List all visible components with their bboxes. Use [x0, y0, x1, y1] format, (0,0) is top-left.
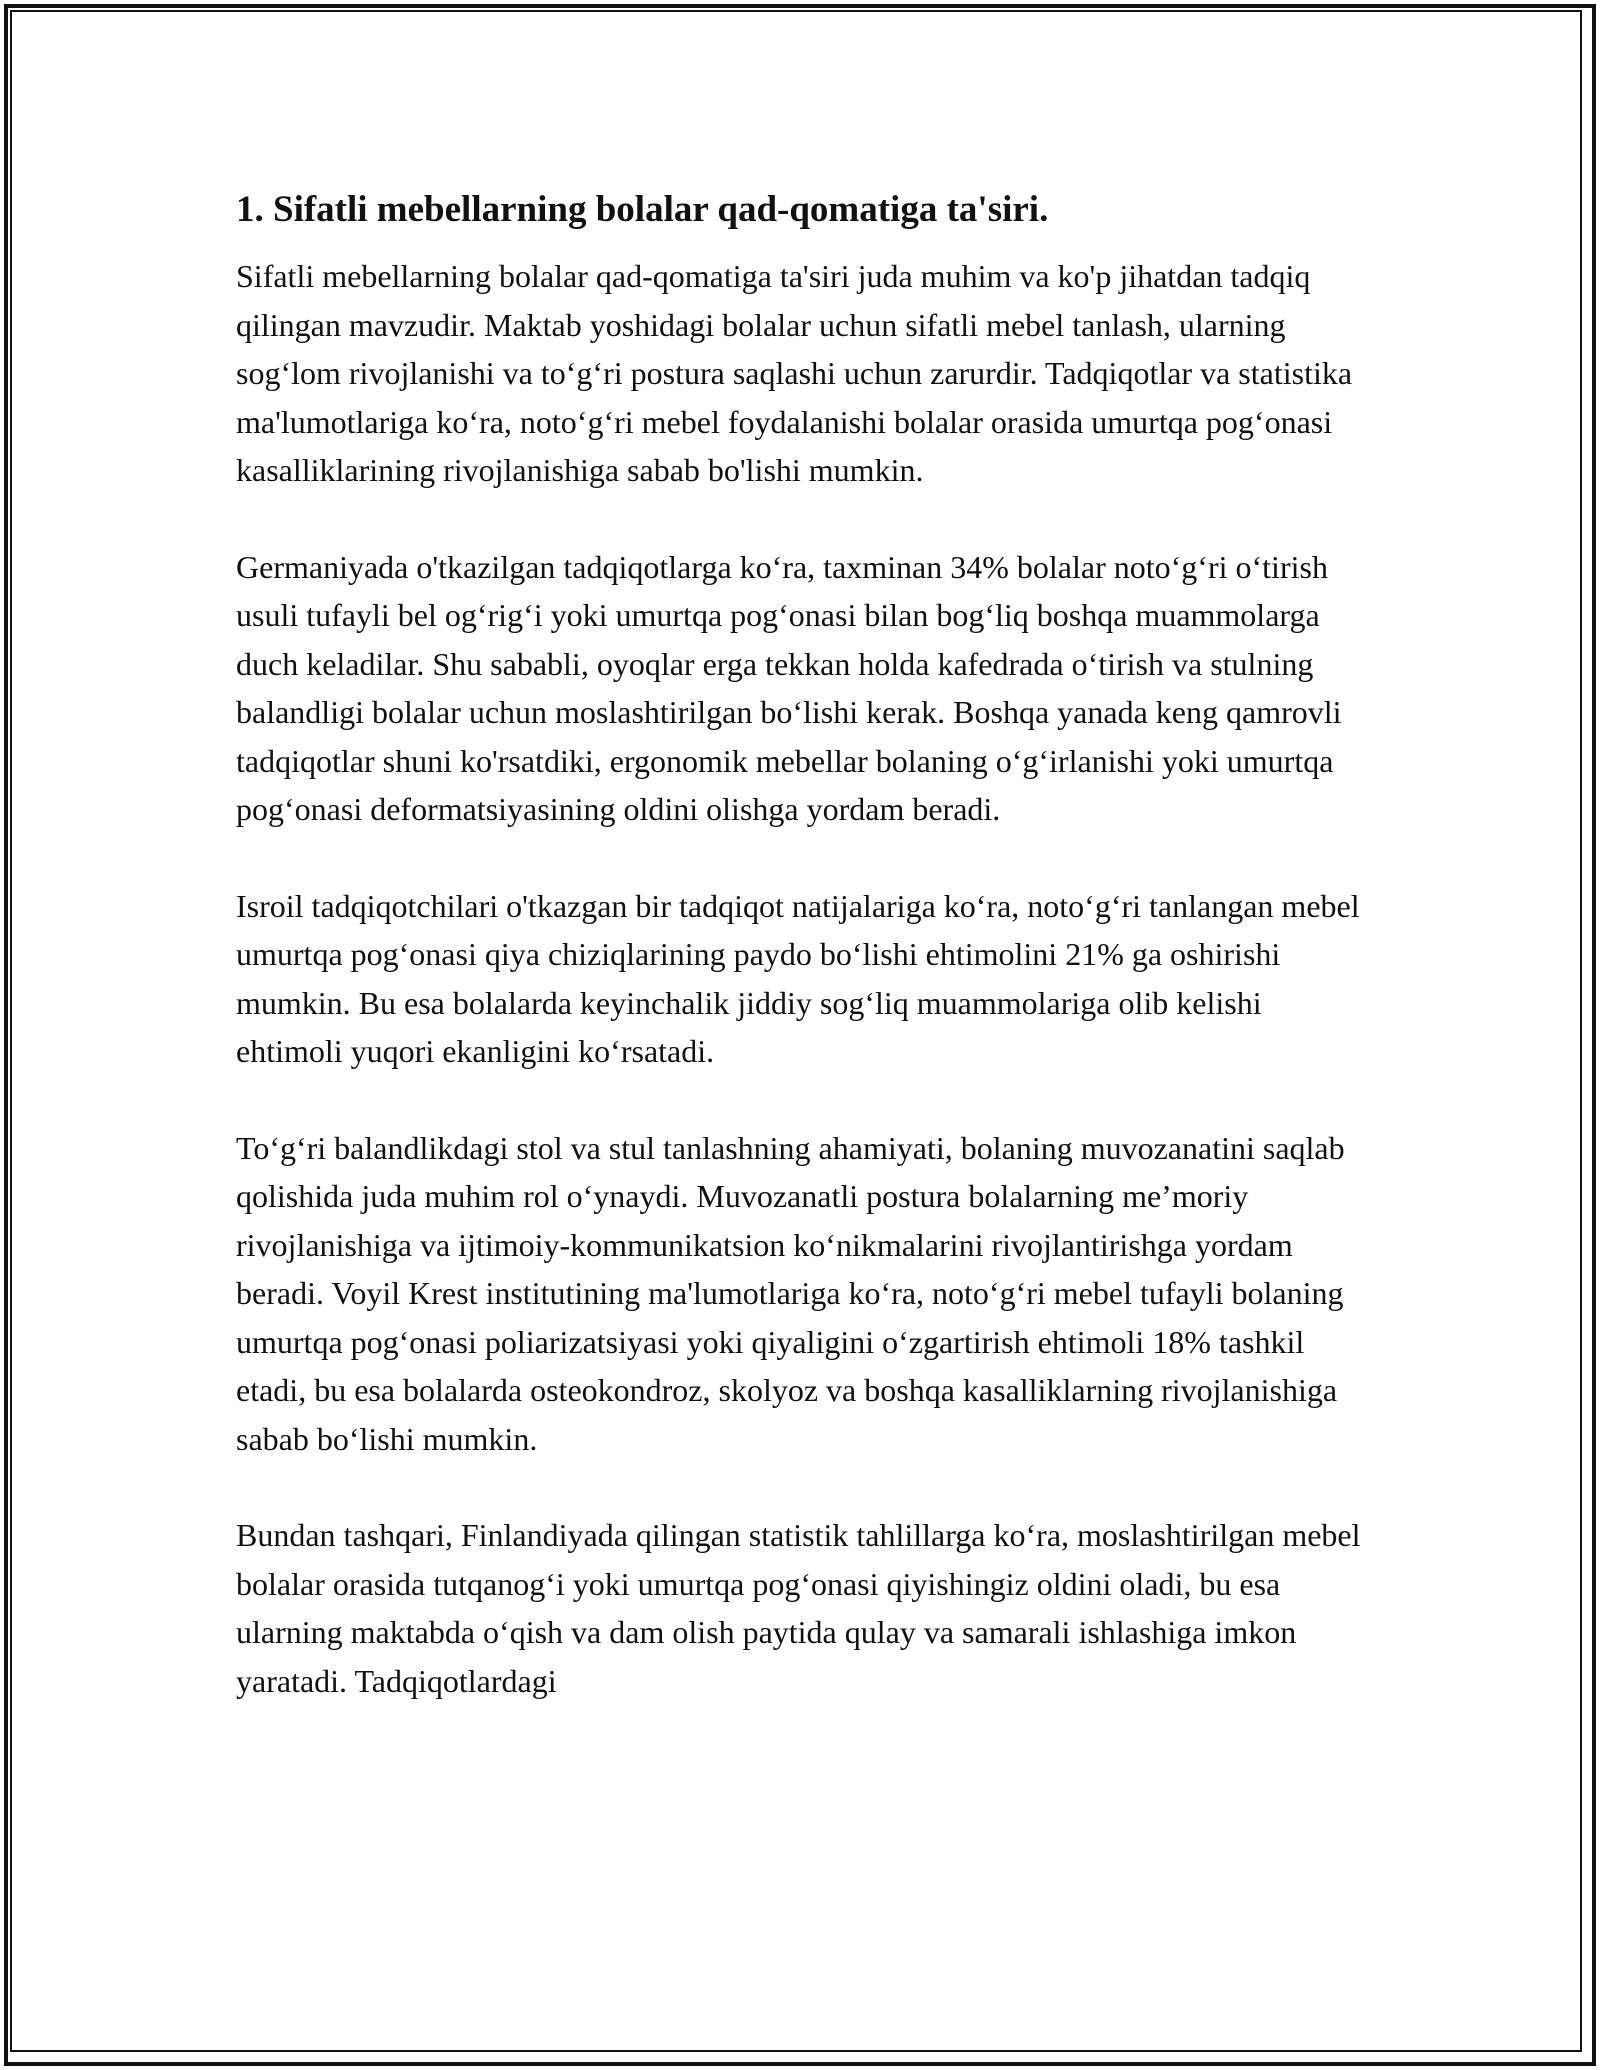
paragraph-1: Sifatli mebellarning bolalar qad-qomatiga ta'siri juda muhim va ko'p jihatdan tadqiq qilingan mavzudir. Maktab yoshidagi bolalar uchun sifatli mebel tanlash, ularning sog‘lom rivojlanishi va to‘g‘ri postura saqlashi uchun zarurdir. Tadqiqotlar va statistika ma'lumotlariga ko‘ra, noto‘g‘ri mebel foydalanishi bolalar orasida umurtqa pog‘onasi kasalliklarining rivojlanishiga sabab bo'lishi mumkin. — [236, 258, 1353, 488]
paragraph-5: Bundan tashqari, Finlandiyada qilingan statistik tahlillarga ko‘ra, moslashtirilgan mebel bolalar orasida tutqanog‘i yoki umurtqa pog‘onasi qiyishingiz oldini oladi, bu esa ularning maktabda o‘qish va dam olish paytida qulay va samarali ishlashiga imkon yaratadi. Tadqiqotlardagi — [236, 1517, 1361, 1699]
document-body — [236, 186, 1376, 1753]
paragraph-4: To‘g‘ri balandlikdagi stol va stul tanlashning ahamiyati, bolaning muvozanatini saqlab qolishida juda muhim rol o‘ynaydi. Muvozanatli postura bolalarning me’moriy rivojlanishiga va ijtimoiy-kommunikatsion ko‘nikmalarini rivojlantirishga yordam beradi. Voyil Krest institutining ma'lumotlariga ko‘ra, noto‘g‘ri mebel tufayli bolaning umurtqa pog‘onasi poliarizatsiyasi yoki qiyaligini o‘zgartirish ehtimoli 18% tashkil etadi, bu esa bolalarda osteokondroz, skolyoz va boshqa kasalliklarning rivojlanishiga sabab bo‘lishi mumkin. — [236, 1129, 1345, 1457]
paragraph-3: Isroil tadqiqotchilari o'tkazgan bir tadqiqot natijalariga ko‘ra, noto‘g‘ri tanlangan mebel umurtqa pog‘onasi qiya chiziqlarining paydo bo‘lishi ehtimolini 21% ga oshirishi mumkin. Bu esa bolalarda keyinchalik jiddiy sog‘liq muammolariga olib kelishi ehtimoli yuqori ekanligini ko‘rsatadi. — [236, 887, 1360, 1069]
section-title: 1. Sifatli mebellarning bolalar qad-qomatiga ta'siri. — [236, 189, 1049, 230]
paragraph-2: Germaniyada o'tkazilgan tadqiqotlarga ko‘ra, taxminan 34% bolalar noto‘g‘ri o‘tirish usuli tufayli bel og‘rig‘i yoki umurtqa pog‘onasi bilan bog‘liq boshqa muammolarga duch keladilar. Shu sababli, oyoqlar erga tekkan holda kafedrada o‘tirish va stulning balandligi bolalar uchun moslashtirilgan bo‘lishi kerak. Boshqa yanada keng qamrovli tadqiqotlar shuni ko'rsatdiki, ergonomik mebellar bolaning o‘g‘irlanishi yoki umurtqa pog‘onasi deformatsiyasining oldini olishga yordam beradi. — [236, 548, 1342, 827]
